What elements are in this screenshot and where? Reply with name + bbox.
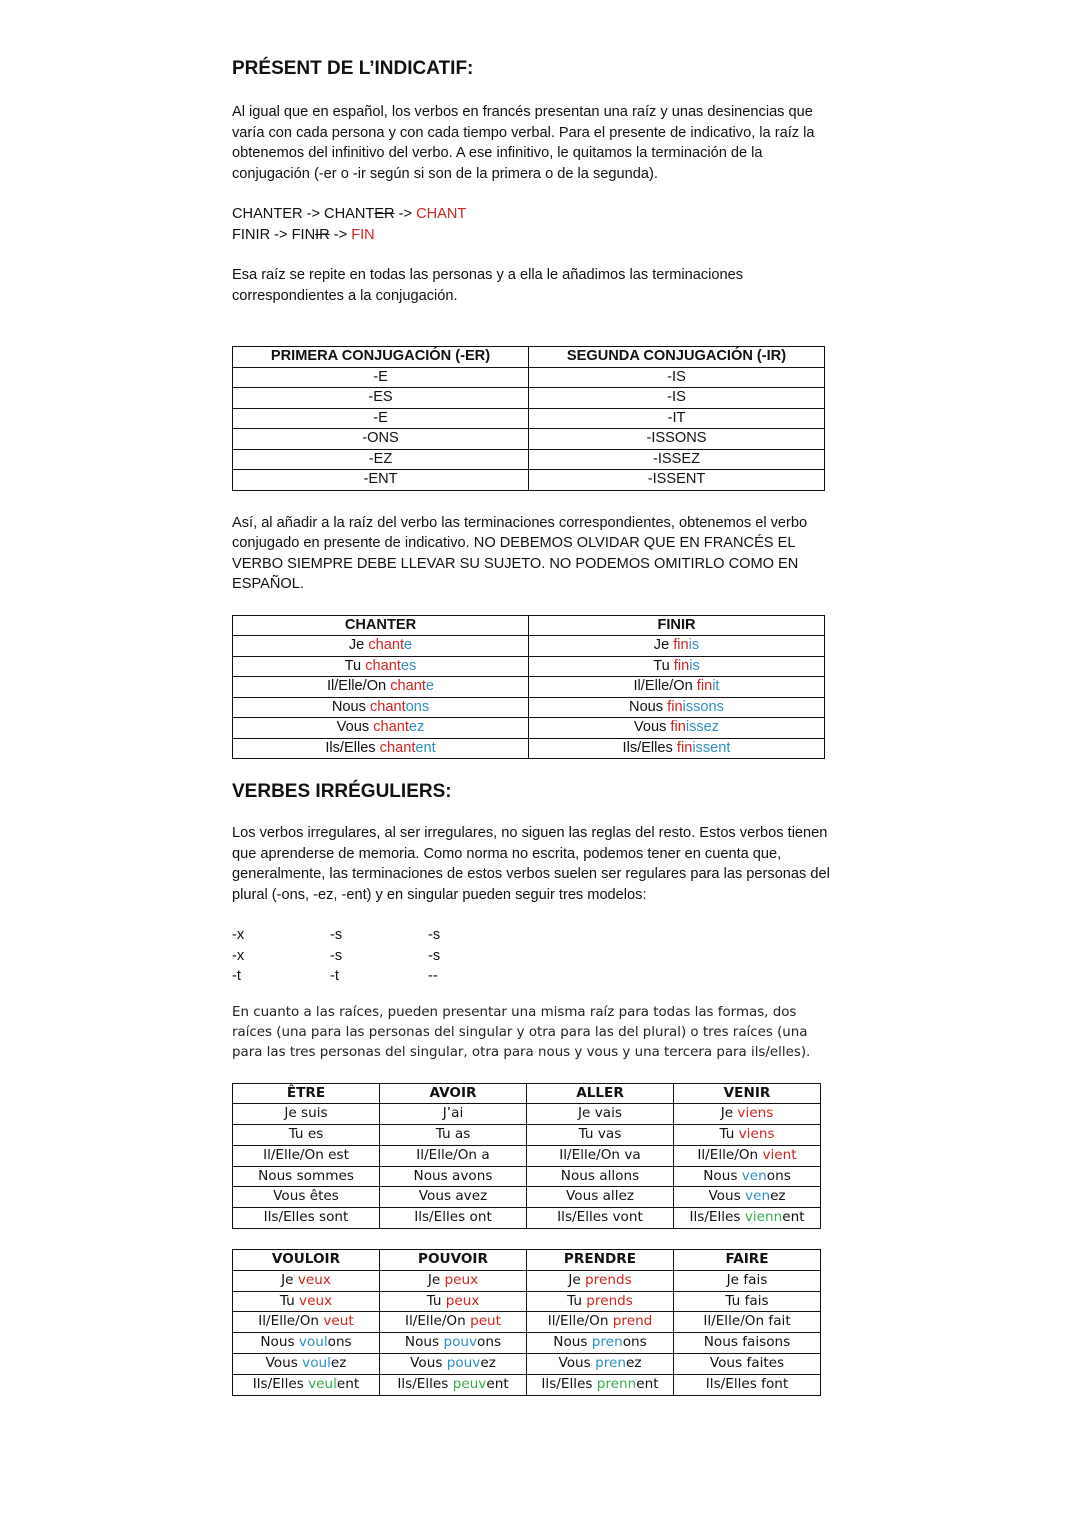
conjugation-cell	[527, 1145, 674, 1166]
form-segment: peut	[470, 1313, 502, 1330]
regular-row	[233, 697, 825, 718]
conjugation-cell	[380, 1187, 527, 1208]
conjugation-row	[233, 1104, 821, 1125]
form-segment: voul	[298, 1334, 328, 1351]
conjugation-row	[233, 1312, 821, 1333]
form-segment: ez	[330, 1355, 347, 1372]
verb-ending: is	[688, 637, 700, 653]
ending-ir-cell: -IS	[529, 367, 825, 388]
form-segment: voul	[302, 1355, 331, 1372]
form-segment: viens	[738, 1126, 775, 1143]
verb-header: ALLER	[527, 1083, 674, 1104]
verb-ending: issons	[682, 698, 724, 715]
conjugation-cell	[233, 1374, 380, 1395]
conjugation-cell	[674, 1145, 821, 1166]
conjugation-row	[233, 1354, 821, 1375]
form-segment: Ils/Elles ont	[414, 1209, 492, 1226]
ending-ir-cell: -IS	[529, 388, 825, 409]
conjugation-cell	[380, 1333, 527, 1354]
form-segment: Nous allons	[560, 1167, 640, 1184]
conjugation-cell	[380, 1270, 527, 1291]
conjugation-cell	[674, 1187, 821, 1208]
conjugation-cell	[233, 1104, 380, 1125]
verb-root: chant	[373, 719, 409, 735]
form-segment: vienn	[744, 1209, 783, 1226]
regular-row	[233, 636, 825, 657]
verb-header: VOULOIR	[233, 1250, 380, 1271]
chanter-form-cell	[233, 656, 529, 677]
form-segment: Je vais	[578, 1105, 622, 1122]
verb-root: fin	[696, 678, 713, 694]
subject: Il/Elle/On	[633, 678, 697, 694]
form-segment: veul	[308, 1375, 337, 1392]
conjugation-cell	[380, 1104, 527, 1125]
form-segment: peuv	[452, 1375, 487, 1392]
form-segment: Tu fais	[725, 1292, 769, 1309]
model-ending: --	[428, 968, 438, 984]
conjugation-cell	[233, 1270, 380, 1291]
conjugation-cell	[527, 1104, 674, 1125]
conjugation-cell	[527, 1354, 674, 1375]
conjugation-row	[233, 1125, 821, 1146]
form-segment: ons	[622, 1334, 647, 1351]
model-row	[232, 966, 832, 987]
regular-header-chanter: CHANTER	[233, 615, 529, 636]
subject: Tu	[653, 657, 674, 674]
form-segment: peux	[445, 1292, 480, 1309]
form-segment: pouv	[443, 1334, 478, 1351]
chanter-form-cell	[233, 718, 529, 739]
regular-row	[233, 718, 825, 739]
form-segment: prend	[612, 1313, 653, 1330]
verb-ending: ent	[415, 739, 436, 756]
form-segment: Nous	[553, 1334, 592, 1351]
form-segment: Tu	[567, 1292, 587, 1309]
form-segment: viens	[737, 1105, 774, 1122]
form-segment: pren	[591, 1334, 623, 1351]
conjugation-cell	[380, 1312, 527, 1333]
finir-form-cell	[529, 697, 825, 718]
conjugation-cell	[674, 1166, 821, 1187]
ending-ir-cell: -ISSENT	[529, 470, 825, 491]
form-segment: ent	[486, 1375, 509, 1392]
conjugation-cell	[674, 1312, 821, 1333]
subject: Ils/Elles	[622, 739, 677, 756]
irregular-table-2	[232, 1249, 821, 1396]
finir-form-cell	[529, 677, 825, 698]
verb-header: POUVOIR	[380, 1250, 527, 1271]
conjugation-cell	[674, 1270, 821, 1291]
form-segment: ez	[770, 1188, 786, 1205]
subject: Nous	[629, 698, 668, 715]
finir-form-cell	[529, 656, 825, 677]
form-segment: prends	[586, 1292, 633, 1309]
conjugation-cell	[380, 1166, 527, 1187]
form-segment: Tu	[426, 1292, 446, 1309]
form-segment: Nous	[260, 1334, 299, 1351]
endings-row	[233, 367, 825, 388]
form-segment: Vous	[265, 1355, 303, 1372]
form-segment: veux	[299, 1292, 333, 1309]
form-segment: Il/Elle/On est	[263, 1146, 349, 1163]
form-segment: Tu vas	[578, 1126, 622, 1143]
chanter-form-cell	[233, 738, 529, 759]
conjugation-cell	[380, 1125, 527, 1146]
finir-form-cell	[529, 636, 825, 657]
form-segment: Il/Elle/On	[547, 1313, 613, 1330]
conjugation-cell	[233, 1145, 380, 1166]
form-segment: ez	[480, 1355, 496, 1372]
conjugation-cell	[674, 1125, 821, 1146]
conjugation-cell	[527, 1333, 674, 1354]
conjugation-cell	[233, 1354, 380, 1375]
conjugation-cell	[233, 1208, 380, 1229]
form-segment: Nous avons	[413, 1167, 493, 1184]
form-segment: veux	[297, 1271, 331, 1288]
singular-models	[232, 925, 832, 987]
endings-row	[233, 470, 825, 491]
verb-root: chant	[369, 698, 406, 715]
form-segment: Ils/Elles vont	[557, 1209, 643, 1226]
subject: Vous	[336, 719, 374, 735]
conjugation-cell	[380, 1374, 527, 1395]
conjugation-row	[233, 1270, 821, 1291]
conjugation-row	[233, 1291, 821, 1312]
model-ending: -s	[428, 947, 441, 964]
conjugation-paragraph: Así, al añadir a la raíz del verbo las terminaciones correspondientes, obtenemos el verbo conjugado en presente de indicativo. NO DEBEMOS OLVIDAR QUE EN FRANCÉS EL VERBO SIEMPRE DEBE LLEVAR SU SUJETO. NO PODEMOS OMITIRLO COMO EN ESPAÑOL.	[232, 514, 808, 592]
verb-header: ÊTRE	[233, 1083, 380, 1104]
subject: Je	[653, 637, 674, 653]
verb-header: PRENDRE	[527, 1250, 674, 1271]
document-page	[232, 56, 832, 1396]
verb-root: chant	[390, 678, 426, 694]
model-ending: -s	[428, 927, 441, 943]
conjugation-cell	[674, 1291, 821, 1312]
conjugation-cell	[233, 1187, 380, 1208]
form-segment: ez	[626, 1355, 642, 1372]
chanter-form-cell	[233, 636, 529, 657]
irregular-table-1	[232, 1083, 821, 1230]
regular-header-row	[233, 615, 825, 636]
verb-root: fin	[673, 637, 689, 653]
regular-header-finir: FINIR	[529, 615, 825, 636]
regular-row	[233, 677, 825, 698]
ending-er-cell: -ONS	[233, 429, 529, 450]
roots-paragraph: En cuanto a las raíces, pueden presentar una misma raíz para todas las formas, dos raíces (una para las personas del singular y otra para las del plural) o tres raíces (una para las tres personas del singular, otra para nous y vous y una tercera para ils/elles).	[232, 1004, 811, 1060]
form-segment: Vous êtes	[273, 1188, 339, 1205]
verb-root: fin	[670, 719, 686, 735]
conjugation-row	[233, 1374, 821, 1395]
model-ending: -x	[232, 947, 245, 964]
form-segment: Vous avez	[418, 1188, 488, 1205]
form-segment: Ils/Elles font	[705, 1375, 789, 1392]
conjugation-cell	[674, 1374, 821, 1395]
form-segment: vient	[762, 1146, 797, 1163]
model-ending: -x	[232, 927, 245, 943]
form-segment: peux	[444, 1271, 479, 1288]
form-segment: Tu	[719, 1126, 739, 1143]
conjugation-cell	[233, 1125, 380, 1146]
model-ending: -t	[232, 968, 241, 984]
ending-er-cell: -E	[233, 408, 529, 429]
form-segment: Vous	[558, 1355, 596, 1372]
model-ending: -t	[330, 968, 339, 984]
verb-ending: is	[689, 657, 700, 674]
subject: Ils/Elles	[325, 739, 380, 756]
conjugation-cell	[527, 1374, 674, 1395]
form-segment: Il/Elle/On	[258, 1313, 324, 1330]
verb-header: VENIR	[674, 1083, 821, 1104]
conjugation-cell	[380, 1291, 527, 1312]
example-finir: FINIR -> FINIR -> FIN	[232, 226, 375, 243]
conjugation-row	[233, 1333, 821, 1354]
form-segment: Il/Elle/On va	[559, 1146, 641, 1163]
form-segment: ons	[327, 1334, 352, 1351]
form-segment: Il/Elle/On a	[416, 1146, 490, 1163]
chanter-form-cell	[233, 697, 529, 718]
endings-header-er: PRIMERA CONJUGACIÓN (-ER)	[233, 347, 529, 368]
verb-ending: issent	[692, 739, 731, 756]
form-segment: Vous	[708, 1188, 746, 1205]
ending-ir-cell: -IT	[529, 408, 825, 429]
form-segment: Vous allez	[566, 1188, 634, 1205]
ending-er-cell: -E	[233, 367, 529, 388]
model-ending: -s	[330, 947, 343, 964]
form-segment: Je	[720, 1105, 738, 1122]
conjugation-cell	[527, 1270, 674, 1291]
ending-ir-cell: -ISSEZ	[529, 449, 825, 470]
conjugation-row	[233, 1187, 821, 1208]
form-segment: Je fais	[726, 1271, 768, 1288]
model-row	[232, 946, 832, 967]
form-segment: ent	[782, 1209, 805, 1226]
conjugation-cell	[527, 1166, 674, 1187]
form-segment: prends	[585, 1271, 632, 1288]
conjugation-cell	[233, 1333, 380, 1354]
irregular-paragraph: Los verbos irregulares, al ser irregulares, no siguen las reglas del resto. Estos verbos tienen que aprenderse de memoria. Como norma no escrita, podemos tener en cuenta que, generalmente, las terminaciones de estos verbos suelen ser regulares para las personas del plural (-ons, -ez, -ent) y en singular pueden seguir tres modelos:	[232, 825, 830, 903]
subject: Il/Elle/On	[326, 678, 391, 694]
conjugation-cell	[233, 1166, 380, 1187]
verb-header: AVOIR	[380, 1083, 527, 1104]
form-segment: Nous sommes	[258, 1167, 354, 1184]
model-ending: -s	[330, 927, 343, 943]
verb-ending: ez	[408, 719, 425, 735]
conjugation-cell	[527, 1187, 674, 1208]
form-segment: ven	[745, 1188, 771, 1205]
conjugation-cell	[380, 1208, 527, 1229]
form-segment: Je	[568, 1271, 586, 1288]
model-row	[232, 925, 832, 946]
verb-ending: e	[425, 678, 435, 694]
conjugation-row	[233, 1208, 821, 1229]
form-segment: J’ai	[442, 1105, 464, 1122]
form-segment: Nous faisons	[703, 1334, 791, 1351]
form-segment: Nous	[703, 1167, 742, 1184]
form-segment: Je	[281, 1271, 298, 1288]
form-segment: Il/Elle/On	[404, 1313, 471, 1330]
endings-row	[233, 408, 825, 429]
form-segment: Ils/Elles	[397, 1375, 453, 1392]
form-segment: Nous	[404, 1334, 444, 1351]
conjugation-cell	[527, 1312, 674, 1333]
conjugation-cell	[233, 1291, 380, 1312]
form-segment: Il/Elle/On fait	[703, 1313, 791, 1330]
form-segment: Ils/Elles	[541, 1375, 597, 1392]
subject: Vous	[633, 719, 671, 735]
conjugation-cell	[527, 1125, 674, 1146]
form-segment: Ils/Elles sont	[263, 1209, 349, 1226]
ending-er-cell: -EZ	[233, 449, 529, 470]
subject: Je	[348, 637, 369, 653]
ending-er-cell: -ES	[233, 388, 529, 409]
conjugation-cell	[380, 1145, 527, 1166]
verb-ending: e	[404, 637, 413, 653]
form-segment: veut	[323, 1313, 354, 1330]
conjugation-cell	[233, 1312, 380, 1333]
form-segment: ons	[477, 1334, 502, 1351]
conjugation-cell	[527, 1208, 674, 1229]
form-segment: prenn	[596, 1375, 637, 1392]
conjugation-cell	[674, 1104, 821, 1125]
verb-root: chant	[365, 657, 401, 674]
endings-table	[232, 346, 825, 491]
form-segment: Ils/Elles	[689, 1209, 745, 1226]
examples-block	[232, 204, 832, 245]
conjugation-cell	[674, 1354, 821, 1375]
finir-form-cell	[529, 718, 825, 739]
form-segment: Vous	[410, 1355, 447, 1372]
form-segment: Vous faites	[709, 1355, 785, 1372]
endings-row	[233, 429, 825, 450]
ending-er-cell: -ENT	[233, 470, 529, 491]
verb-ending: es	[400, 657, 417, 674]
verb-ending: issez	[685, 719, 720, 735]
regular-row	[233, 738, 825, 759]
conjugation-cell	[527, 1291, 674, 1312]
conjugation-cell	[674, 1208, 821, 1229]
example-chanter: CHANTER -> CHANTER -> CHANT	[232, 206, 467, 222]
conjugation-cell	[674, 1333, 821, 1354]
endings-header-row	[233, 347, 825, 368]
irregular-table-2-header	[233, 1250, 821, 1271]
finir-form-cell	[529, 738, 825, 759]
form-segment: pouv	[446, 1355, 481, 1372]
subject: Nous	[331, 698, 370, 715]
verb-root: fin	[676, 739, 693, 756]
verb-ending: ons	[405, 698, 430, 715]
form-segment: Ils/Elles	[252, 1375, 309, 1392]
verb-root: chant	[368, 637, 405, 653]
verb-root: chant	[379, 739, 416, 756]
ending-ir-cell: -ISSONS	[529, 429, 825, 450]
form-segment: ent	[336, 1375, 360, 1392]
verb-ending: it	[712, 678, 720, 694]
form-segment: Tu	[279, 1292, 300, 1309]
chanter-form-cell	[233, 677, 529, 698]
conjugation-cell	[380, 1354, 527, 1375]
irregular-table-1-header	[233, 1083, 821, 1104]
regular-row	[233, 656, 825, 677]
endings-row	[233, 449, 825, 470]
form-segment: ven	[741, 1167, 767, 1184]
section-title-present: PRÉSENT DE L’INDICATIF:	[232, 58, 474, 79]
subject: Tu	[344, 657, 366, 674]
endings-header-ir: SEGUNDA CONJUGACIÓN (-IR)	[529, 347, 825, 368]
regular-verbs-table	[232, 615, 825, 760]
form-segment: pren	[595, 1355, 626, 1372]
verb-header: FAIRE	[674, 1250, 821, 1271]
root-paragraph: Esa raíz se repite en todas las personas y a ella le añadimos las terminaciones correspondientes a la conjugación.	[232, 267, 744, 304]
form-segment: Je suis	[284, 1105, 328, 1122]
form-segment: Tu es	[288, 1126, 324, 1143]
form-segment: Il/Elle/On	[697, 1146, 763, 1163]
intro-paragraph: Al igual que en español, los verbos en francés presentan una raíz y unas desinencias que varía con cada persona y con cada tiempo verbal. Para el presente de indicativo, la raíz la obtenemos del infinitivo del verbo. A ese infinitivo, le quitamos la terminación de la conjugación (-er o -ir según si son de la primera o de la segunda).	[232, 104, 815, 182]
conjugation-row	[233, 1166, 821, 1187]
form-segment: Tu as	[435, 1126, 471, 1143]
verb-root: fin	[667, 698, 683, 715]
form-segment: ent	[636, 1375, 659, 1392]
verb-root: fin	[673, 657, 690, 674]
section-title-irregular: VERBES IRRÉGULIERS:	[232, 781, 452, 802]
conjugation-row	[233, 1145, 821, 1166]
endings-row	[233, 388, 825, 409]
form-segment: ons	[766, 1167, 791, 1184]
form-segment: Je	[427, 1271, 445, 1288]
